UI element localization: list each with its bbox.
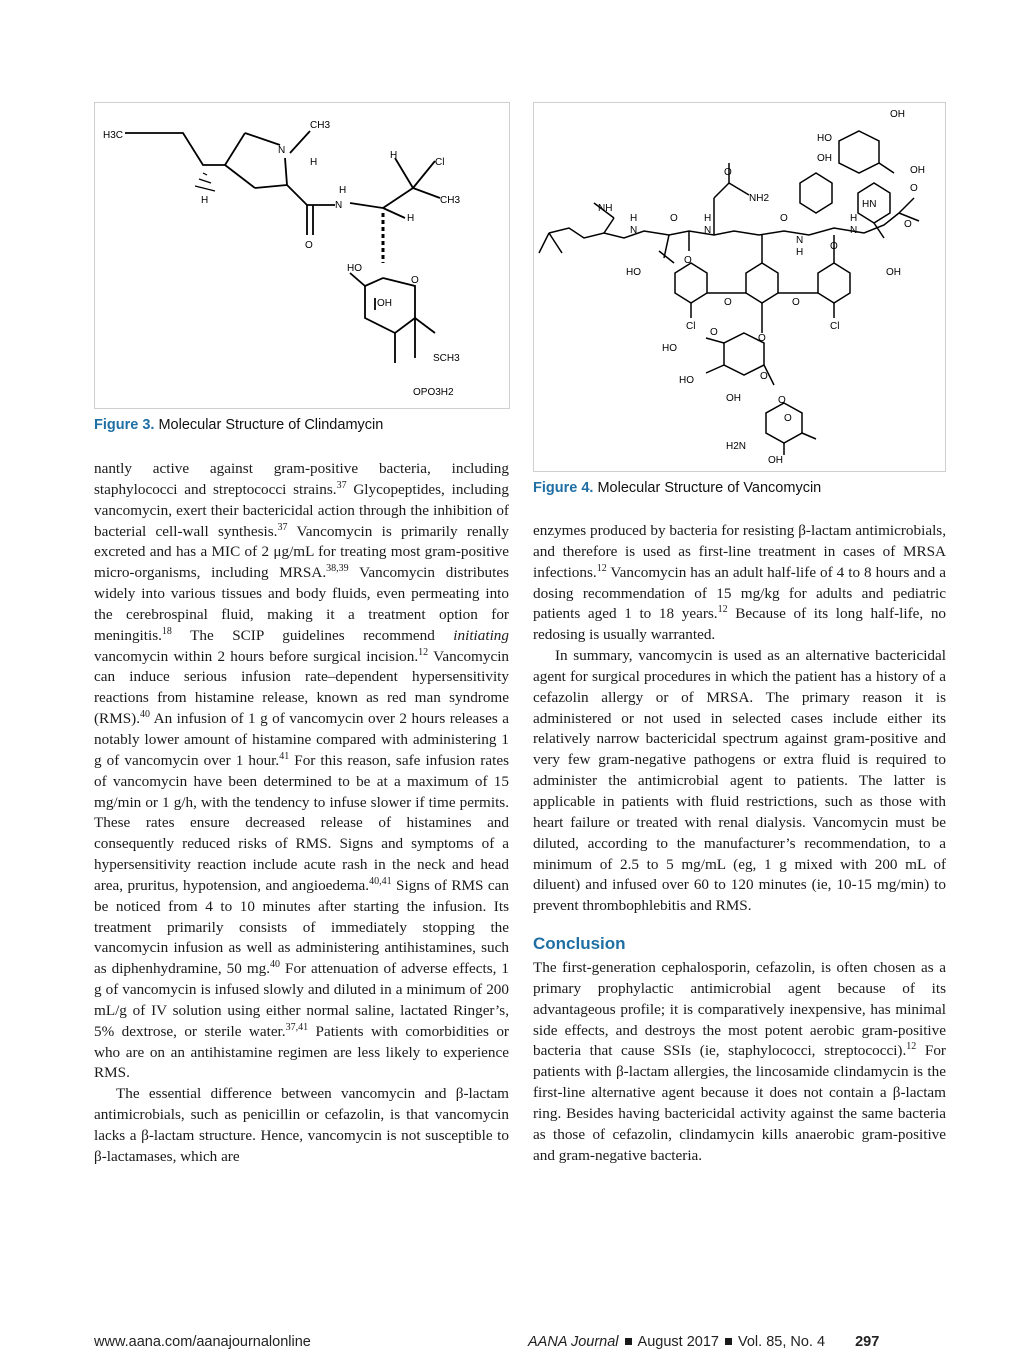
atom: O (910, 183, 918, 194)
atom: O (830, 241, 838, 252)
figure-3-title: Molecular Structure of Clindamycin (158, 417, 384, 433)
atom: NH2 (749, 193, 770, 204)
atom: NH (598, 203, 613, 214)
atom: N (335, 200, 343, 211)
atom: H2N (726, 441, 747, 452)
atom: H (310, 157, 318, 168)
separator-icon (725, 1338, 732, 1345)
figure-4-box (533, 102, 946, 472)
paragraph: nantly active against gram-positive bacteria, including staphylococci and streptococci strains.$^{37}$ Glycopeptides, including vancomycin, exert their bactericidal action through the inhibition of bacterial cell-wall synthesis.$^{37}$ Vancomycin is primarily renally excreted and has a MIC of 2 μg/mL for treating most gram-positive micro-organisms, including MRSA.$^{38,39}$ Vancomycin distributes widely into various tissues and body fluids, even permeating into the cerebrospinal fluid, making it a treatment option for meningitis.$^{18}$ The SCIP guidelines recommend initiating vancomycin within 2 hours before surgical incision.$^{12}$ Vancomycin can induce serious infusion rate–dependent hypersensitivity reactions from histamine release, known as red man syndrome (RMS).$^{40}$ An infusion of 1 g of vancomycin over 2 hours releases a notably lower amount of histamine compared with administering 1 g of vancomycin over 1 hour.$^{41}$ For this reason, safe infusion rates of vancomycin have been determined to be at a maximum of 15 mg/min or 1 g/h, with the tendency to infuse slower if time permits. These rates ensure decreased release of histamines and consequently reduced risks of RMS. Signs and symptoms of a hypersensitivity reaction include acute rash in the neck and head area, pruritus, hypotension, and angioedema.$^{40,41}$ Signs of RMS can be noticed from 4 to 10 minutes after starting the infusion. Its treatment primarily consists of immediately stopping the vancomycin infusion as well as administering antihistamines, such as diphenhydramine, 50 mg.$^{40}$ For attenuation of adverse effects, 1 g of vancomycin is infused slowly and diluted in a minimum of 200 mL/g of IV solution using either normal saline, lactated Ringer’s, 5% dextrose, or sterile water.$^{37,41}$ Patients with comorbidities or who are on an antihistamine regimen are less likely to experience RMS. (94, 460, 510, 1082)
atom: OH (886, 267, 901, 278)
atom: O (724, 167, 732, 178)
atom: H (407, 213, 415, 224)
atom: O (724, 297, 732, 308)
atom: HN (862, 199, 877, 210)
atom: OPO3H2 (413, 387, 454, 398)
paragraph: The essential difference between vancomycin and β-lactam antimicrobials, such as penicillin or cefazolin, is that vancomycin lacks a β-lactam structure. Hence, vancomycin is not susceptible to β-lactamases, which are (94, 1085, 509, 1165)
atom: H (339, 185, 347, 196)
atom: H (796, 247, 804, 258)
atom: H3C (103, 130, 124, 141)
figure-4-caption (533, 480, 821, 496)
atom: O (670, 213, 678, 224)
volume: Vol. 85, No. 4 (737, 1334, 826, 1350)
atom: CH3 (310, 120, 331, 131)
atom: O (411, 275, 419, 286)
atom: HO (817, 133, 832, 144)
atom: O (792, 297, 800, 308)
paragraph: In summary, vancomycin is used as an alternative bactericidal agent for surgical procedures in which the patient has a history of a cefazolin allergy or of MRSA. The primary reason it is administered or not used in selected cases include either its relatively narrow bactericidal spectrum against gram-positive and very few gram-negative pathogens or extra fluid is required to administer the antimicrobial agent to patients. The latter is applicable in patients with fluid restrictions, such as those with heart failure or treated with renal dialysis. Vancomycin must be diluted, according to the manufacturer’s recommendation, to a minimum of 2.5 to 5 mg/mL (eg, 1 g mixed with 200 mL of diluent) and infused over 60 to 120 minutes (ie, 10-15 mg/min) to prevent thrombophlebitis and RMS. (533, 647, 946, 915)
page-number: 297 (855, 1334, 880, 1350)
atom: N (704, 225, 712, 236)
atom: OH (377, 298, 392, 309)
right-column (533, 521, 946, 1166)
figure-3-box (94, 102, 510, 409)
paragraph: The first-generation cephalosporin, cefazolin, is often chosen as a primary prophylactic antimicrobial agent because of its advantageous profile; it is comparatively inexpensive, has minimal side effects, and destroys the most potent aerobic gram-positive bacteria that cause SSIs (ie, staphylococci, streptococci).$^{12}$ For patients with β-lactam allergies, the lincosamide clindamycin is the first-line alternative agent because it does not contain a β-lactam ring. Besides having bactericidal activity against the same bacteria as those of cefazolin, clindamycin kills anaerobic gram-positive and gram-negative bacteria. (533, 959, 946, 1164)
footer-citation (528, 1334, 879, 1350)
figure-4-title: Molecular Structure of Vancomycin (597, 480, 822, 496)
atom: H (704, 213, 712, 224)
figure-3-label: Figure 3. (94, 417, 155, 433)
atom: O (784, 413, 792, 424)
atom: OH (726, 393, 741, 404)
atom: O (760, 371, 768, 382)
section-heading: Conclusion (533, 934, 626, 954)
atom: O (904, 219, 912, 230)
atom: H (201, 195, 209, 206)
atom: N (850, 225, 858, 236)
atom: Cl (830, 321, 840, 332)
atom: HO (662, 343, 677, 354)
figure-3-caption (94, 417, 383, 433)
atom: O (710, 327, 718, 338)
atom: N (278, 145, 286, 156)
footer-url[interactable]: www.aana.com/aanajournalonline (94, 1334, 311, 1350)
atom: HO (347, 263, 362, 274)
atom: OH (890, 109, 905, 120)
separator-icon (625, 1338, 632, 1345)
atom: O (780, 213, 788, 224)
atom: CH3 (440, 195, 461, 206)
atom: O (758, 333, 766, 344)
atom: SCH3 (433, 353, 460, 364)
atom: OH (817, 153, 832, 164)
atom: H (850, 213, 858, 224)
issue-date: August 2017 (637, 1334, 719, 1350)
figure-4-label: Figure 4. (533, 480, 594, 496)
atom: O (684, 255, 692, 266)
atom: OH (910, 165, 925, 176)
clindamycin-structure (95, 103, 511, 410)
atom: H (390, 150, 398, 161)
atom: HO (679, 375, 694, 386)
atom: H (630, 213, 638, 224)
atom: O (778, 395, 786, 406)
atom: N (796, 235, 804, 246)
atom: HO (626, 267, 641, 278)
atom: Cl (435, 157, 445, 168)
atom: OH (768, 455, 783, 466)
journal-name: AANA Journal (528, 1334, 619, 1350)
left-column (94, 459, 509, 1168)
paragraph: enzymes produced by bacteria for resisting β-lactam antimicrobials, and therefore is used as first-line treatment in cases of MRSA infections.$^{12}$ Vancomycin has an adult half-life of 4 to 8 hours and a dosing recommendation of 15 mg/kg for adults and pediatric patients aged 1 to 18 years.$^{12}$ Because of its long half-life, no redosing is usually warranted. (533, 522, 947, 644)
atom: O (305, 240, 313, 251)
atom: N (630, 225, 638, 236)
atom: Cl (686, 321, 696, 332)
vancomycin-structure (534, 103, 947, 473)
